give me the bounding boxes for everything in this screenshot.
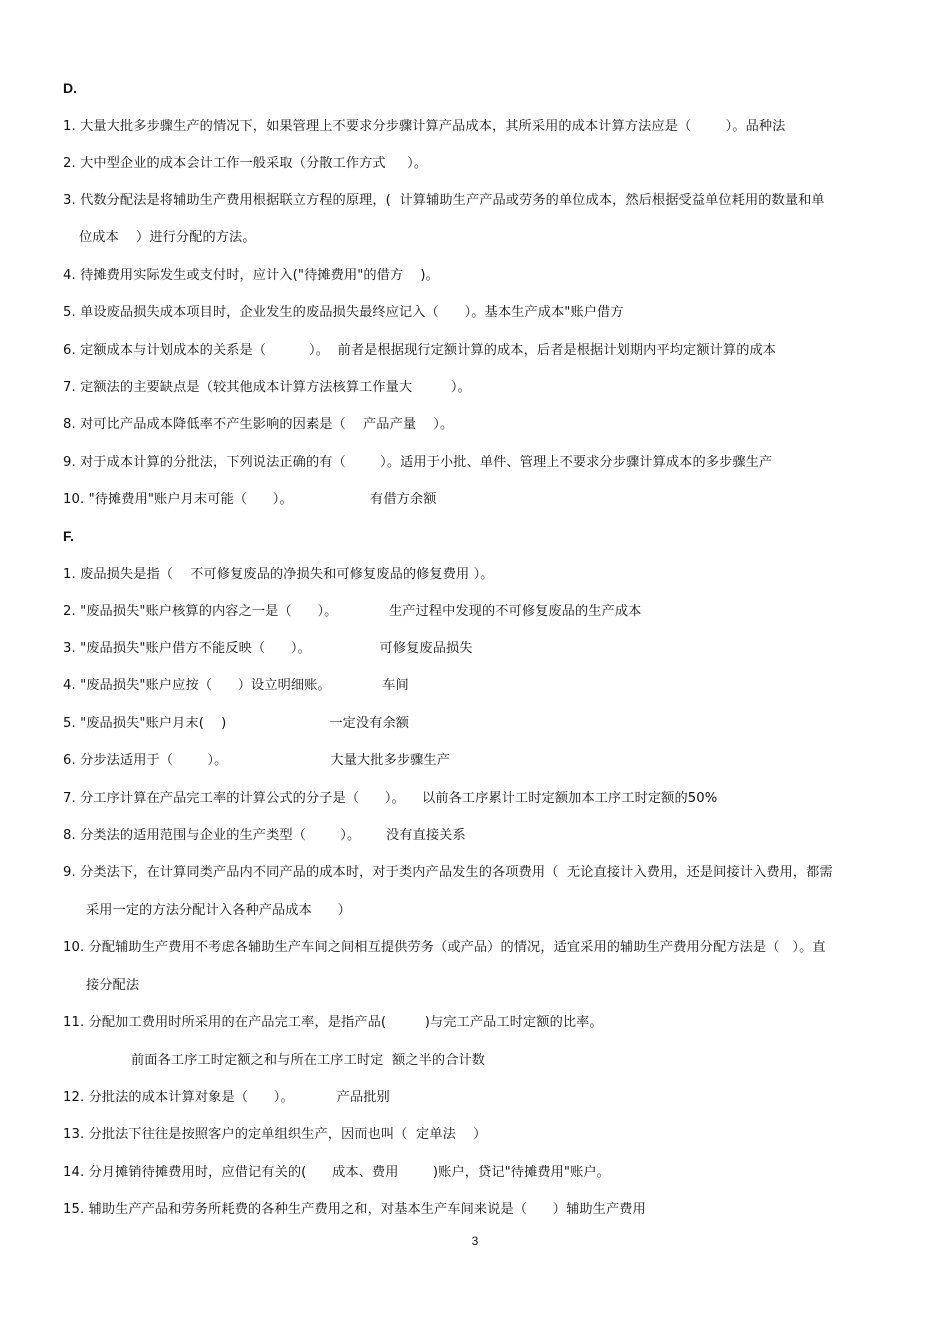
d-item-8: 8. 对可比产品成本降低率不产生影响的因素是（ 产品产量 ）。 — [63, 417, 454, 432]
d-item-2: 2. 大中型企业的成本会计工作一般采取（分散工作方式 ）。 — [63, 156, 428, 171]
d-item-4: 4. 待摊费用实际发生或支付时，应计入("待摊费用"的借方 )。 — [63, 268, 439, 283]
f-item-3: 3. "废品损失"账户借方不能反映（ ）。 可修复废品损失 — [63, 641, 473, 656]
section-heading-d: D. — [63, 80, 77, 96]
d-item-1: 1. 大量大批多步骤生产的情况下，如果管理上不要求分步骤计算产品成本，其所采用的成本计算方法应是（ ）。品种法 — [63, 119, 786, 134]
d-item-9: 9. 对于成本计算的分批法，下列说法正确的有（ ）。适用于小批、单件、管理上不要求分步骤计算成本的多步骤生产 — [63, 455, 773, 470]
f-item-9-continued: 采用一定的方法分配计入各种产品成本 ） — [86, 903, 351, 918]
d-item-10: 10. "待摊费用"账户月末可能（ ）。 有借方余额 — [63, 492, 437, 507]
f-item-15: 15. 辅助生产产品和劳务所耗费的各种生产费用之和，对基本生产车间来说是（ ）辅助生产费用 — [63, 1202, 646, 1217]
f-item-11: 11. 分配加工费用时所采用的在产品完工率，是指产品( )与完工产品工时定额的比率。 — [63, 1015, 603, 1030]
d-item-7: 7. 定额法的主要缺点是（较其他成本计算方法核算工作量大 ）。 — [63, 380, 471, 395]
f-item-10: 10. 分配辅助生产费用不考虑各辅助生产车间之间相互提供劳务（或产品）的情况，适宜采用的辅助生产费用分配方法是（ ）。直 — [63, 940, 826, 955]
d-item-5: 5. 单设废品损失成本项目时，企业发生的废品损失最终应记入（ ）。基本生产成本"账户借方 — [63, 305, 624, 320]
d-item-3-continued: 位成本 ）进行分配的方法。 — [79, 230, 256, 245]
f-item-14: 14. 分月摊销待摊费用时，应借记有关的( 成本、费用 )账户，贷记"待摊费用"账户。 — [63, 1165, 610, 1180]
page-number: 3 — [471, 1234, 479, 1248]
f-item-10-continued: 接分配法 — [86, 978, 140, 993]
section-heading-f: F. — [63, 528, 74, 544]
f-item-6: 6. 分步法适用于（ ）。 大量大批多步骤生产 — [63, 753, 450, 768]
f-item-13: 13. 分批法下往往是按照客户的定单组织生产，因而也叫（ 定单法 ） — [63, 1127, 487, 1142]
f-item-11-answer: 前面各工序工时定额之和与所在工序工时定 额之半的合计数 — [131, 1053, 486, 1068]
f-item-7: 7. 分工序计算在产品完工率的计算公式的分子是（ ）。 以前各工序累计工时定额加本工序工时定额的50% — [63, 791, 718, 806]
d-item-6: 6. 定额成本与计划成本的关系是（ ）。 前者是根据现行定额计算的成本，后者是根据计划期内平均定额计算的成本 — [63, 343, 777, 358]
d-item-3: 3. 代数分配法是将辅助生产费用根据联立方程的原理，( 计算辅助生产产品或劳务的单位成本，然后根据受益单位耗用的数量和单 — [63, 193, 825, 208]
f-item-9: 9. 分类法下，在计算同类产品内不同产品的成本时，对于类内产品发生的各项费用（ 无论直接计入费用，还是间接计入费用，都需 — [63, 865, 833, 880]
f-item-2: 2. "废品损失"账户核算的内容之一是（ ）。 生产过程中发现的不可修复废品的生产成本 — [63, 604, 642, 619]
f-item-4: 4. "废品损失"账户应按（ ）设立明细账。 车间 — [63, 678, 409, 693]
f-item-1: 1. 废品损失是指（ 不可修复废品的净损失和可修复废品的修复费用 ）。 — [63, 567, 494, 582]
f-item-5: 5. "废品损失"账户月末( ) 一定没有余额 — [63, 716, 410, 731]
f-item-12: 12. 分批法的成本计算对象是（ ）。 产品批别 — [63, 1090, 390, 1105]
f-item-8: 8. 分类法的适用范围与企业的生产类型（ ）。 没有直接关系 — [63, 828, 466, 843]
